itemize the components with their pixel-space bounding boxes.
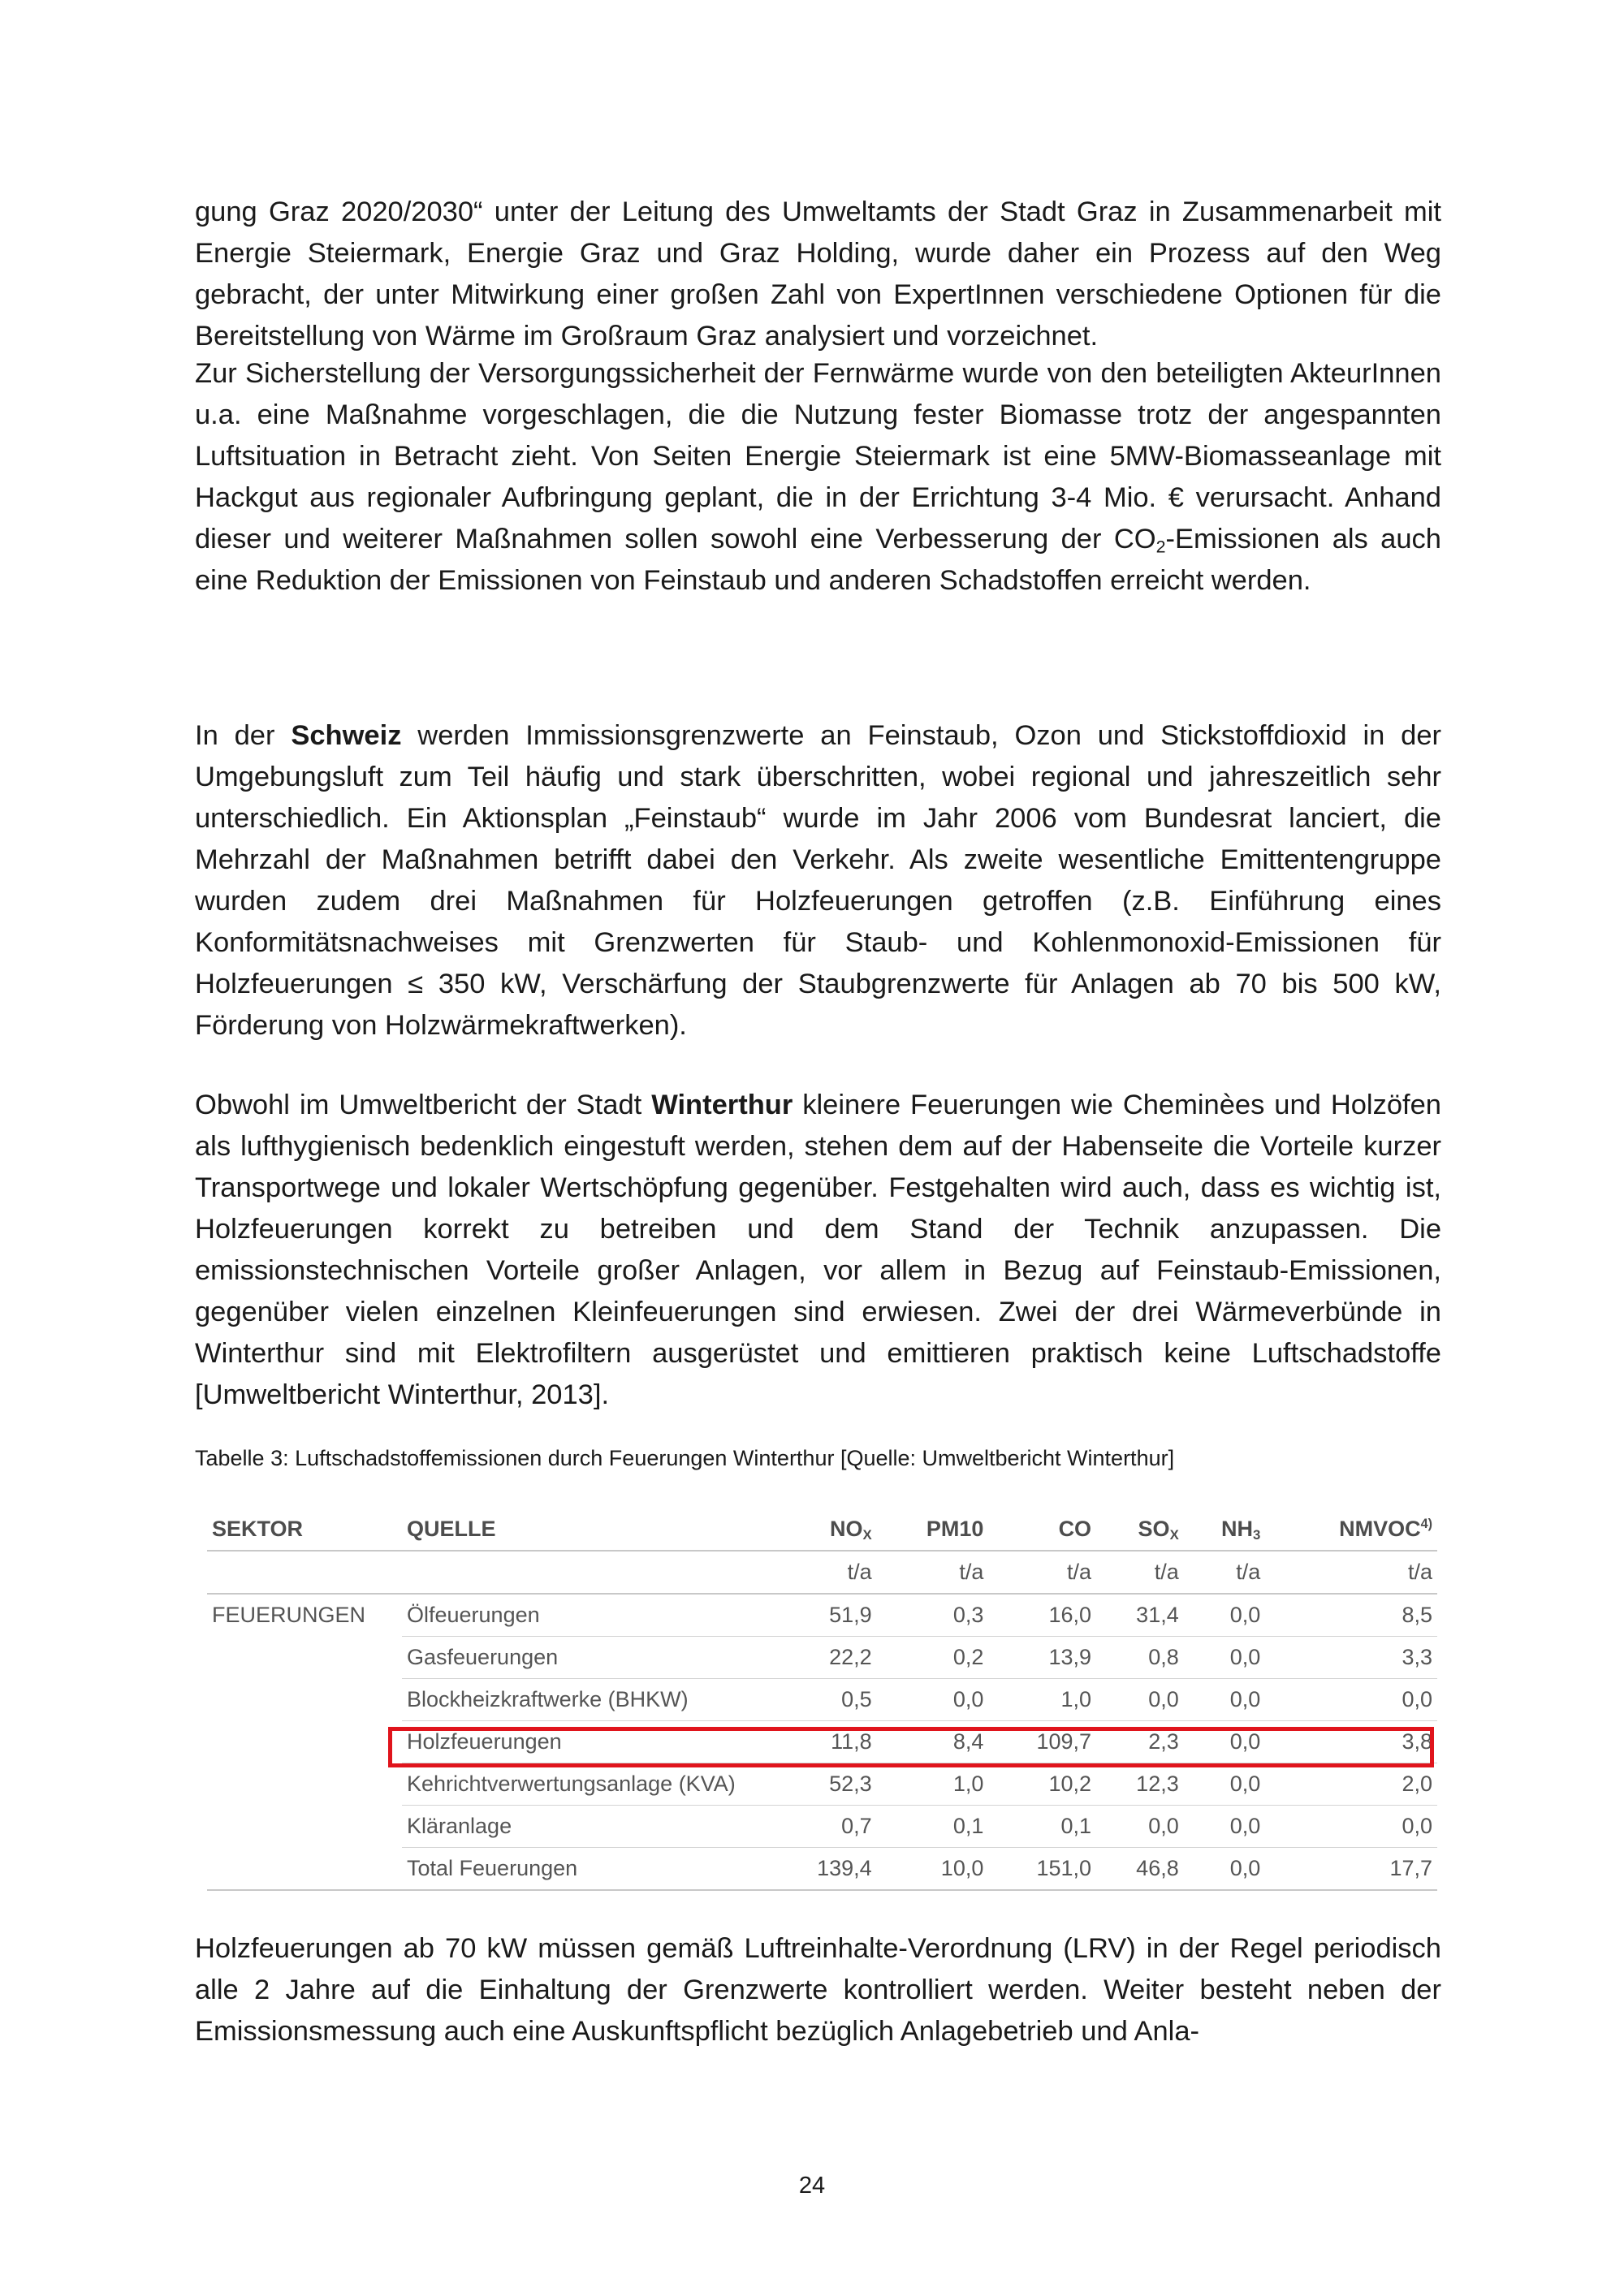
- nox-cell: 11,8: [769, 1721, 877, 1763]
- quelle-cell: Blockheizkraftwerke (BHKW): [402, 1679, 769, 1721]
- page-number: 24: [798, 2173, 826, 2199]
- nh3-cell: 0,0: [1184, 1594, 1266, 1637]
- paragraph-biomass-text-b: -Emissionen als auch eine Reduktion der Emissionen von Feinstaub und anderen Schadstoffen erreicht werden.: [195, 524, 1441, 596]
- header-nmvoc-label: NMVOC: [1339, 1517, 1421, 1541]
- paragraph-winterthur-text-b: kleinere Feuerungen wie Cheminèes und Holzöfen als lufthygienisch bedenklich eingestuft werden, stehen dem auf der Habenseite die Vorteile kurzer Transportwege und lokaler Wertschöpfung gegenüber. Festgehalten wird auch, dass es wichtig ist, Holzfeuerungen korrekt zu betreiben und dem Stand der Technik anzupassen. Die emissionstechnischen Vorteile großer Anlagen, vor allem in Bezug auf Feinstaub-Emissionen, gegenüber vielen einzelnen Kleinfeuerungen sind erwiesen. Zwei der drei Wärmeverbünde in Winterthur sind mit Elektrofiltern ausgerüstet und emittieren praktisch keine Luftschadstoffe [Umweltbericht Winterthur, 2013].: [195, 1090, 1441, 1410]
- quelle-cell: Gasfeuerungen: [402, 1637, 769, 1679]
- nmvoc-cell: 0,0: [1265, 1679, 1437, 1721]
- pm10-cell: 0,1: [877, 1806, 989, 1848]
- nmvoc-cell: 3,8: [1265, 1721, 1437, 1763]
- sector-cell-empty: [207, 1721, 402, 1763]
- paragraph-lrv: [195, 1928, 1441, 2052]
- sox-cell: 12,3: [1096, 1763, 1184, 1806]
- sox-cell: 0,8: [1096, 1637, 1184, 1679]
- nh3-cell: 0,0: [1184, 1721, 1266, 1763]
- header-nh3: [1184, 1508, 1266, 1551]
- paragraph-graz-process-text: gung Graz 2020/2030“ unter der Leitung des Umweltamts der Stadt Graz in Zusammenarbeit mit Energie Steiermark, Energie Graz und Graz Holding, wurde daher ein Prozess auf den Weg gebracht, der unter Mitwirkung einer großen Zahl von ExpertInnen verschiedene Optionen für die Bereitstellung von Wärme im Großraum Graz analysiert und vorzeichnet.: [195, 196, 1441, 352]
- emissions-table: [207, 1508, 1437, 1898]
- paragraph-biomass-measure: [195, 353, 1441, 602]
- quelle-cell: Kehrichtverwertungsanlage (KVA): [402, 1763, 769, 1806]
- header-sox-sub: X: [1169, 1527, 1179, 1543]
- nh3-cell: 0,0: [1184, 1637, 1266, 1679]
- pm10-cell: 0,2: [877, 1637, 989, 1679]
- header-nmvoc-sup: 4): [1420, 1517, 1432, 1531]
- table-row: [207, 1806, 1437, 1848]
- nox-cell: 0,7: [769, 1806, 877, 1848]
- pm10-cell: 1,0: [877, 1763, 989, 1806]
- nmvoc-cell: 8,5: [1265, 1594, 1437, 1637]
- header-co: CO: [988, 1508, 1096, 1551]
- unit-co: t/a: [988, 1551, 1096, 1594]
- sector-cell: FEUERUNGEN: [212, 1603, 366, 1628]
- paragraph-winterthur: [195, 1085, 1441, 1416]
- nh3-cell: 0,0: [1184, 1763, 1266, 1806]
- table-caption: Tabelle 3: Luftschadstoffemissionen durch Feuerungen Winterthur [Quelle: Umweltbericht Winterthur]: [195, 1446, 1175, 1470]
- sector-cell-empty: [207, 1806, 402, 1848]
- nh3-cell: 0,0: [1184, 1848, 1266, 1891]
- unit-sox: t/a: [1096, 1551, 1184, 1594]
- co-cell: 10,2: [988, 1763, 1096, 1806]
- nmvoc-cell: 17,7: [1265, 1848, 1437, 1891]
- pm10-cell: 0,0: [877, 1679, 989, 1721]
- co-cell: 0,1: [988, 1806, 1096, 1848]
- pm10-cell: 8,4: [877, 1721, 989, 1763]
- table-row: [207, 1594, 1437, 1637]
- table-row-total: [207, 1848, 1437, 1891]
- sector-cell-empty: [207, 1637, 402, 1679]
- table-unit-row: [207, 1551, 1437, 1594]
- sox-cell: 0,0: [1096, 1679, 1184, 1721]
- nh3-cell: 0,0: [1184, 1679, 1266, 1721]
- winterthur-bold: Winterthur: [651, 1090, 793, 1120]
- nox-cell: 0,5: [769, 1679, 877, 1721]
- pm10-cell: 10,0: [877, 1848, 989, 1891]
- paragraph-schweiz: [195, 715, 1441, 1047]
- table-header-row: [207, 1508, 1437, 1551]
- header-sektor: SEKTOR: [207, 1508, 402, 1551]
- nox-cell: 22,2: [769, 1637, 877, 1679]
- nmvoc-cell: 3,3: [1265, 1637, 1437, 1679]
- header-nox-label: NO: [830, 1517, 863, 1541]
- paragraph-graz-process: [195, 192, 1441, 357]
- sox-cell: 46,8: [1096, 1848, 1184, 1891]
- header-nox: [769, 1508, 877, 1551]
- nox-cell: 52,3: [769, 1763, 877, 1806]
- holzfeuerungen-highlight-box: [388, 1727, 1434, 1767]
- co-cell: 151,0: [988, 1848, 1096, 1891]
- paragraph-winterthur-text-a: Obwohl im Umweltbericht der Stadt: [195, 1090, 652, 1120]
- sector-cell-empty: [207, 1763, 402, 1806]
- header-nh3-label: NH: [1221, 1517, 1253, 1541]
- nh3-cell: 0,0: [1184, 1806, 1266, 1848]
- paragraph-schweiz-text-b: werden Immissionsgrenzwerte an Feinstaub, Ozon und Stickstoffdioxid in der Umgebungsluft zum Teil häufig und stark überschritten, wobei regional und jahreszeitlich sehr unterschiedlich. Ein Aktionsplan „Feinstaub“ wurde im Jahr 2006 vom Bundesrat lanciert, die Mehrzahl der Maßnahmen betrifft dabei den Verkehr. Als zweite wesentliche Emittentengruppe wurden zudem drei Maßnahmen für Holzfeuerungen getroffen (z.B. Einführung eines Konformitätsnachweises mit Grenzwerten für Staub- und Kohlenmonoxid-Emissionen für Holzfeuerungen ≤ 350 kW, Verschärfung der Staubgrenzwerte für Anlagen ab 70 bis 500 kW, Förderung von Holzwärmekraftwerken).: [195, 720, 1441, 1041]
- sector-cell-empty: [207, 1848, 402, 1891]
- table-row: [207, 1679, 1437, 1721]
- header-nmvoc: [1265, 1508, 1437, 1551]
- header-nox-sub: X: [862, 1527, 872, 1543]
- paragraph-biomass-text-a: Zur Sicherstellung der Versorgungssicherheit der Fernwärme wurde von den beteiligten AkteurInnen u.a. eine Maßnahme vorgeschlagen, die die Nutzung fester Biomasse trotz der angespannten Luftsituation in Betracht zieht. Von Seiten Energie Steiermark ist eine 5MW-Biomasseanlage mit Hackgut aus regionaler Aufbringung geplant, die in der Errichtung 3-4 Mio. € verursacht. Anhand dieser und weiterer Maßnahmen sollen sowohl eine Verbesserung der CO: [195, 358, 1441, 555]
- pm10-cell: 0,3: [877, 1594, 989, 1637]
- quelle-cell: Total Feuerungen: [402, 1848, 769, 1891]
- unit-empty-quelle: [402, 1551, 769, 1594]
- co-cell: 13,9: [988, 1637, 1096, 1679]
- emissions-table-grid: [207, 1508, 1437, 1891]
- paragraph-schweiz-text-a: In der: [195, 720, 292, 751]
- sox-cell: 2,3: [1096, 1721, 1184, 1763]
- quelle-cell: Holzfeuerungen: [402, 1721, 769, 1763]
- nmvoc-cell: 0,0: [1265, 1806, 1437, 1848]
- header-sox-label: SO: [1138, 1517, 1170, 1541]
- unit-empty-sector: [207, 1551, 402, 1594]
- nox-cell: 51,9: [769, 1594, 877, 1637]
- table-row: [207, 1637, 1437, 1679]
- table-row: [207, 1763, 1437, 1806]
- header-quelle: QUELLE: [402, 1508, 769, 1551]
- schweiz-bold: Schweiz: [291, 720, 402, 751]
- header-pm10: PM10: [877, 1508, 989, 1551]
- sox-cell: 0,0: [1096, 1806, 1184, 1848]
- unit-nmvoc: t/a: [1265, 1551, 1437, 1594]
- sector-cell-empty: [207, 1679, 402, 1721]
- header-nh3-sub: 3: [1253, 1527, 1261, 1543]
- paragraph-lrv-text: Holzfeuerungen ab 70 kW müssen gemäß Luftreinhalte-Verordnung (LRV) in der Regel periodisch alle 2 Jahre auf die Einhaltung der Grenzwerte kontrolliert werden. Weiter besteht neben der Emissionsmessung auch eine Auskunftspflicht bezüglich Anlagebetrieb und Anla-: [195, 1933, 1441, 2047]
- co-cell: 109,7: [988, 1721, 1096, 1763]
- unit-nox: t/a: [769, 1551, 877, 1594]
- co2-subscript: 2: [1155, 537, 1166, 557]
- co-cell: 16,0: [988, 1594, 1096, 1637]
- co-cell: 1,0: [988, 1679, 1096, 1721]
- quelle-cell: Ölfeuerungen: [402, 1594, 769, 1637]
- unit-nh3: t/a: [1184, 1551, 1266, 1594]
- nox-cell: 139,4: [769, 1848, 877, 1891]
- unit-pm10: t/a: [877, 1551, 989, 1594]
- quelle-cell: Kläranlage: [402, 1806, 769, 1848]
- nmvoc-cell: 2,0: [1265, 1763, 1437, 1806]
- sox-cell: 31,4: [1096, 1594, 1184, 1637]
- header-sox: [1096, 1508, 1184, 1551]
